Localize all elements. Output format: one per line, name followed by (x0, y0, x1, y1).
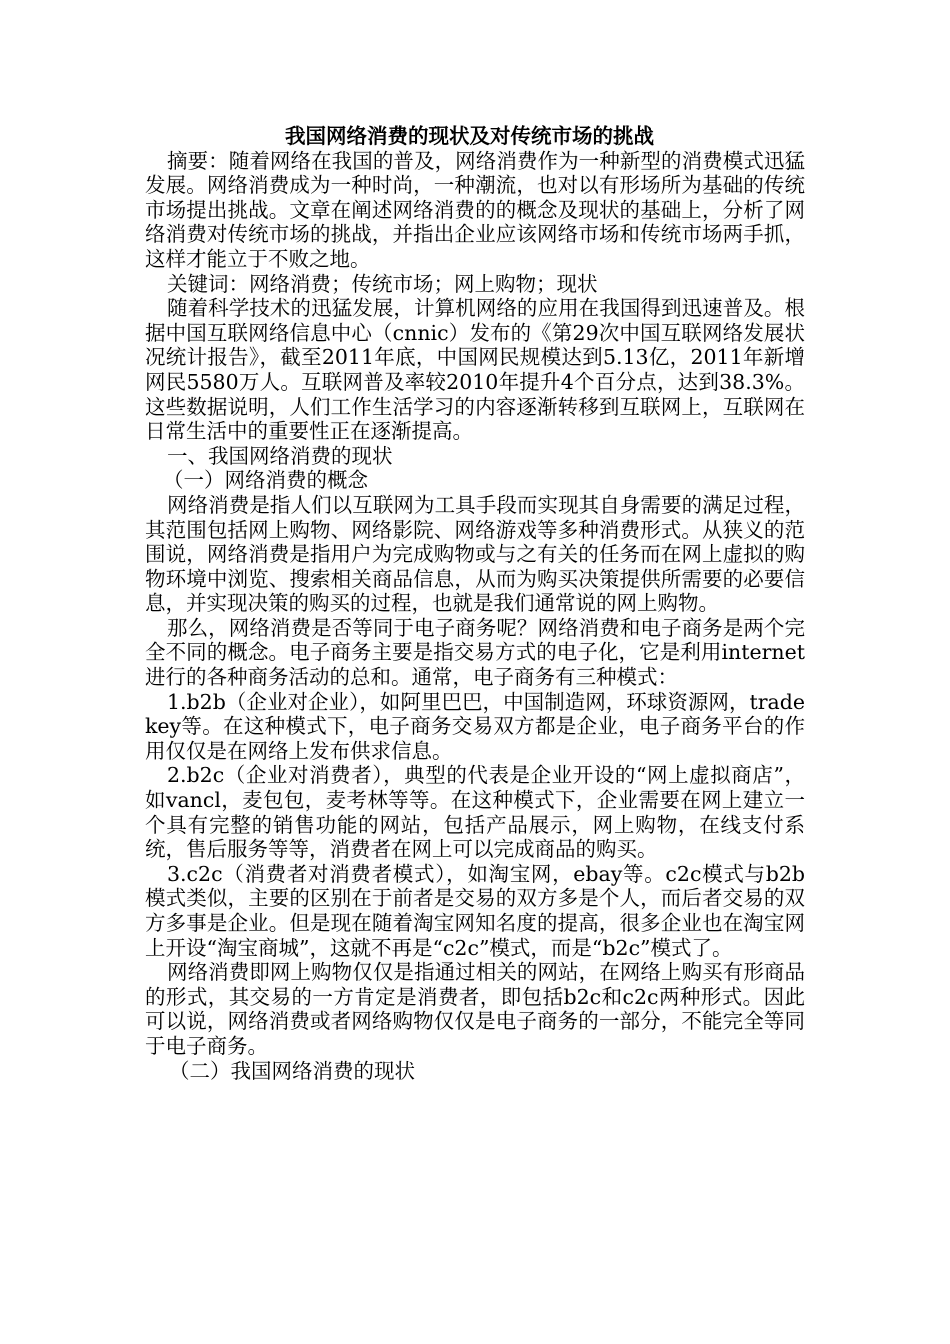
keywords-line: 关键词：网络消费；传统市场；网上购物；现状 (167, 271, 598, 296)
intro-paragraph: 随着科学技术的迅猛发展，计算机网络的应用在我国得到迅速普及。根据中国互联网络信息中心（cnnic）发布的《第29次中国互联网络发展状况统计报告》，截至2011年底，中国网民规模达到5.13亿，2011年新增网民5580万人。互联网普及率较2010年提升4个百分点，达到38.3%。这些数据说明，人们工作生活学习的内容逐渐转移到互联网上，互联网在日常生活中的重要性正在逐渐提高。 (145, 296, 805, 444)
mode-b2b-paragraph: 1.b2b（企业对企业），如阿里巴巴，中国制造网，环球资源网，tradekey等。在这种模式下，电子商务交易双方都是企业，电子商务平台的作用仅仅是在网络上发布供求信息。 (145, 689, 805, 763)
concept-paragraph-1: 网络消费是指人们以互联网为工具手段而实现其自身需要的满足过程，其范围包括网上购物、网络影院、网络游戏等多种消费形式。从狭义的范围说，网络消费是指用户为完成购物或与之有关的任务而在网上虚拟的购物环境中浏览、搜索相关商品信息，从而为购买决策提供所需要的必要信息，并实现决策的购买的过程，也就是我们通常说的网上购物。 (145, 492, 805, 616)
concept-paragraph-3: 网络消费即网上购物仅仅是指通过相关的网站，在网络上购买有形商品的形式，其交易的一方肯定是消费者，即包括b2c和c2c两种形式。因此可以说，网络消费或者网络购物仅仅是电子商务的一部分，不能完全等同于电子商务。 (145, 960, 805, 1058)
document-body (145, 124, 805, 1083)
section-1-heading: 一、我国网络消费的现状 (167, 443, 393, 468)
mode-c2c-paragraph: 3.c2c（消费者对消费者模式），如淘宝网，ebay等。c2c模式与b2b模式类似，主要的区别在于前者是交易的双方多是个人，而后者交易的双方多事是企业。但是现在随着淘宝网知名度的提高，很多企业也在淘宝网上开设“淘宝商城”，这就不再是“c2c”模式，而是“b2c”模式了。 (145, 861, 805, 960)
abstract-paragraph: 摘要：随着网络在我国的普及，网络消费作为一种新型的消费模式迅猛发展。网络消费成为一种时尚，一种潮流，也对以有形场所为基础的传统市场提出挑战。文章在阐述网络消费的的概念及现状的基础上，分析了网络消费对传统市场的挑战，并指出企业应该网络市场和传统市场两手抓，这样才能立于不败之地。 (145, 148, 805, 271)
concept-paragraph-2: 那么，网络消费是否等同于电子商务呢？网络消费和电子商务是两个完全不同的概念。电子商务主要是指交易方式的电子化，它是利用internet进行的各种商务活动的总和。通常，电子商务有三种模式： (145, 615, 805, 690)
document-title: 我国网络消费的现状及对传统市场的挑战 (285, 124, 654, 148)
mode-b2c-paragraph: 2.b2c（企业对消费者），典型的代表是企业开设的“网上虚拟商店”，如vancl，麦包包，麦考林等等。在这种模式下，企业需要在网上建立一个具有完整的销售功能的网站，包括产品展示，网上购物，在线支付系统，售后服务等等，消费者在网上可以完成商品的购买。 (145, 763, 805, 862)
subsection-2-heading: （二）我国网络消费的现状 (169, 1058, 415, 1083)
subsection-1-heading: （一）网络消费的概念 (163, 468, 368, 493)
